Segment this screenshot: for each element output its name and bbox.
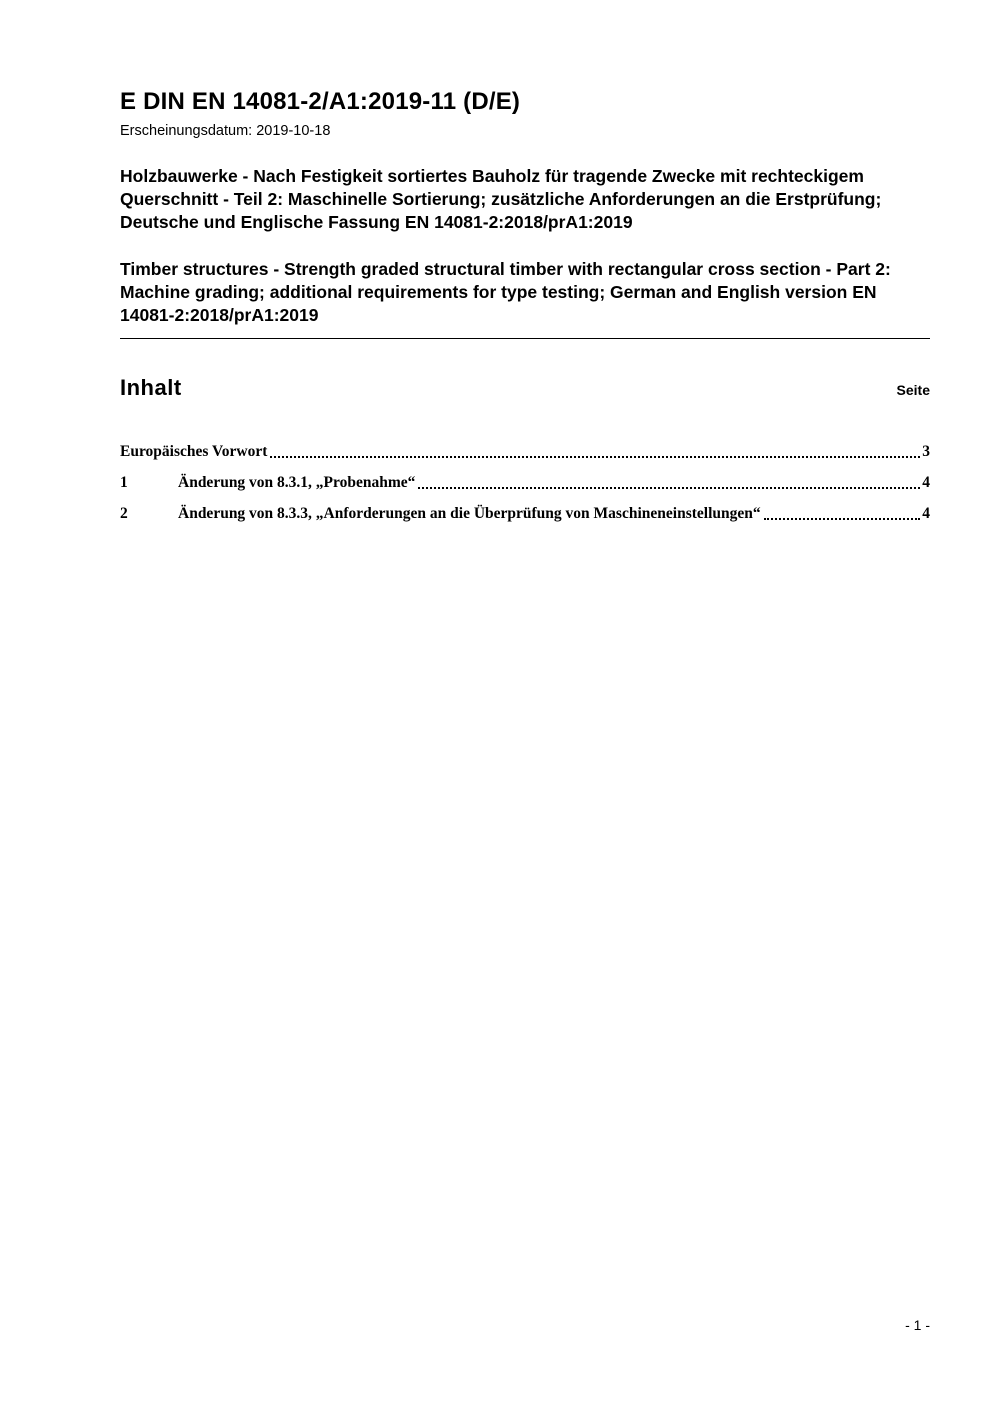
- toc-header: [120, 375, 930, 401]
- toc-page-column-label: Seite: [896, 381, 930, 398]
- dot-leader: [418, 487, 920, 489]
- english-title-paragraph: Timber structures - Strength graded structural timber with rectangular cross section - Part 2: Machine grading; additional requirements for type testing; German and English version EN 14081-2:2018/prA1:2019: [120, 258, 891, 325]
- toc-entry-label: Änderung von 8.3.3, „Anforderungen an die Überprüfung von Maschineneinstellungen“: [178, 504, 761, 522]
- toc-entry-number: 1: [120, 473, 128, 491]
- page-number: - 1 -: [905, 1317, 930, 1333]
- german-title-paragraph: Holzbauwerke - Nach Festigkeit sortiertes Bauholz für tragende Zwecke mit rechteckigem Querschnitt - Teil 2: Maschinelle Sortierung; zusätzliche Anforderungen an die Erstprüfung; Deutsche und Englische Fassung EN 14081-2:2018/prA1:2019: [120, 165, 882, 232]
- dot-leader: [270, 456, 920, 458]
- toc-entry-number: 2: [120, 504, 128, 522]
- toc-entry-2: [120, 505, 930, 523]
- toc-entry-vorwort: [120, 443, 930, 461]
- dot-leader: [764, 518, 921, 520]
- toc-heading: Inhalt: [120, 374, 182, 400]
- toc-entry-1: [120, 474, 930, 492]
- toc-entry-page: 4: [922, 504, 930, 522]
- document-title: E DIN EN 14081-2/A1:2019-11 (D/E): [120, 88, 521, 115]
- page-content: [120, 88, 930, 536]
- toc-entry-page: 4: [922, 473, 930, 491]
- publication-date: Erscheinungsdatum: 2019-10-18: [120, 122, 331, 139]
- toc-entry-label: Europäisches Vorwort: [120, 442, 268, 460]
- toc-list: [120, 443, 930, 523]
- title-divider: [120, 338, 930, 339]
- toc-entry-page: 3: [922, 442, 930, 460]
- toc-entry-label: Änderung von 8.3.1, „Probenahme“: [178, 473, 416, 491]
